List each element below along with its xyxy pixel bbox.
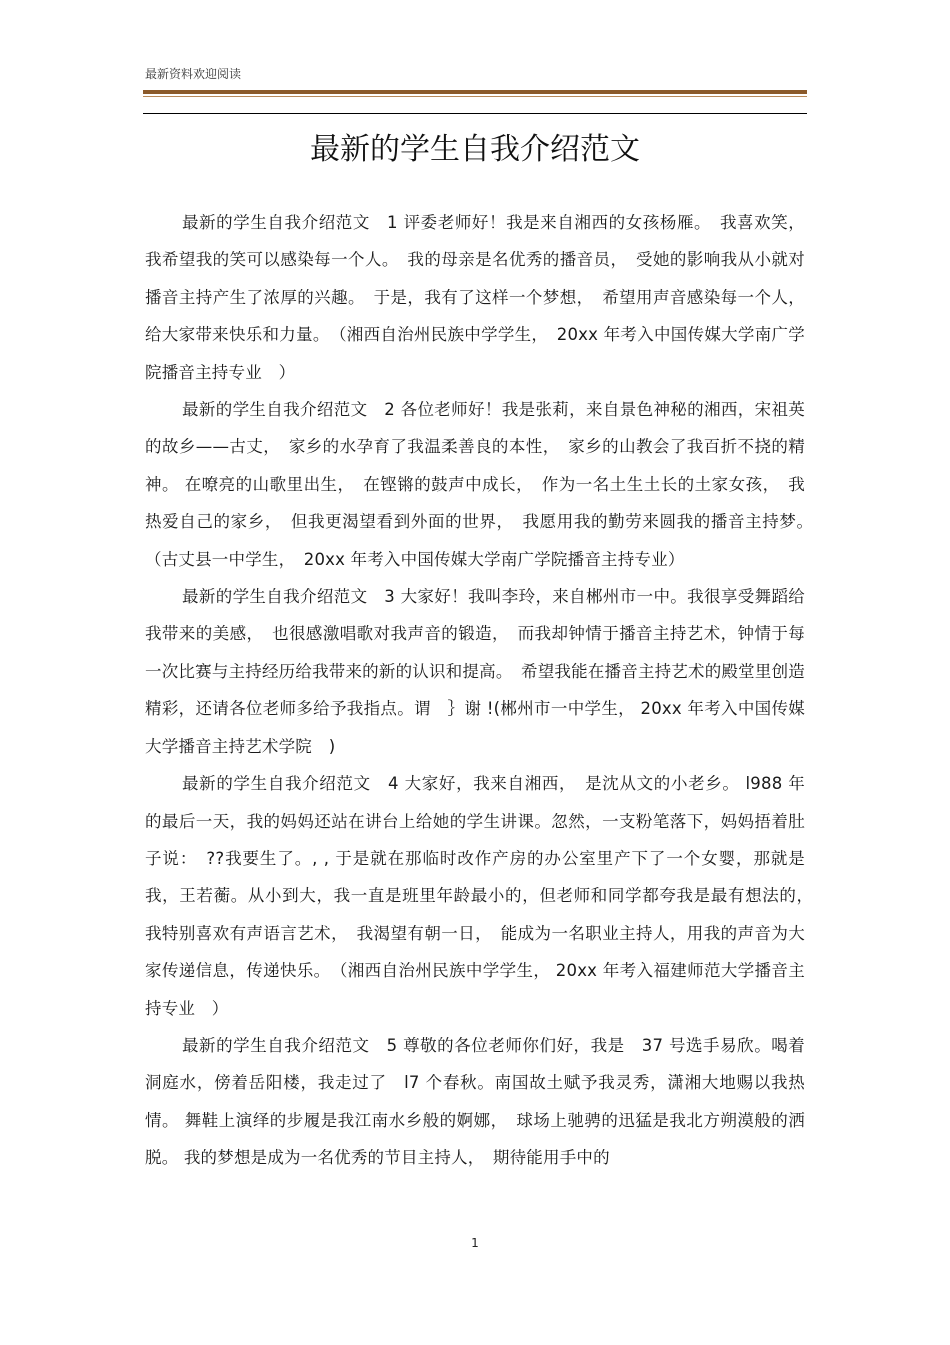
- paragraph-5: 最新的学生自我介绍范文 5 尊敬的各位老师你们好，我是 37 号选手易欣。喝着洞庭水，傍着岳阳楼，我走过了 l7 个春秋。南国故土赋予我灵秀，潇湘大地赐以我热情。 舞鞋上演绎的步履是我江南水乡般的婀娜， 球场上驰骋的迅猛是我北方朔漠般的洒脱。 我的梦想是成为一名优秀的节目主持人， 期待能用手中的: [145, 1035, 805, 1168]
- paragraph-2: 最新的学生自我介绍范文 2 各位老师好！我是张莉，来自景色神秘的湘西，宋祖英的故乡——古丈， 家乡的水孕育了我温柔善良的本性， 家乡的山教会了我百折不挠的精神。 在嘹亮的山歌里出生， 在铿锵的鼓声中成长， 作为一名土生土长的土家女孩， 我热爱自己的家乡， 但我更渴望看到外面的世界， 我愿用我的勤劳来圆我的播音主持梦。 （古丈县一中学生， 20xx 年考入中国传媒大学南广学院播音主持专业）: [145, 400, 822, 569]
- paragraph-4: 最新的学生自我介绍范文 4 大家好，我来自湘西， 是沈从文的小老乡。 l988 年的最后一天，我的妈妈还站在讲台上给她的学生讲课。忽然，一支粉笔落下，妈妈捂着肚子说： ??我要生了。, , 于是就在那临时改作产房的办公室里产下了一个女婴，那就是我，王若蘅。从小到大，我一直是班里年龄最小的，但老师和同学都夸我是最有想法的， 我特别喜欢有声语言艺术， 我渴望有朝一日， 能成为一名职业主持人，用我的声音为大家传递信息，传递快乐。 （湘西自治州民族中学学生， 20xx 年考入福建师范大学播音主持专业 ）: [145, 774, 822, 1018]
- paragraph-3: 最新的学生自我介绍范文 3 大家好！我叫李玲，来自郴州市一中。我很享受舞蹈给我带来的美感， 也很感激唱歌对我声音的锻造， 而我却钟情于播音主持艺术，钟情于每一次比赛与主持经历给我带来的新的认识和提高。 希望我能在播音主持艺术的殿堂里创造精彩，还请各位老师多给予我指点。谓 ｝谢 !(郴州市一中学生， 20xx 年考入中国传媒大学播音主持艺术学院 ): [145, 587, 805, 756]
- running-header: 最新资料欢迎阅读: [145, 67, 242, 81]
- header-divider-thick: [143, 90, 807, 94]
- document-body: [145, 204, 822, 1232]
- document-title: 最新的学生自我介绍范文: [310, 132, 640, 167]
- title-rule: [143, 113, 807, 114]
- paragraph-1: 最新的学生自我介绍范文 1 评委老师好！我是来自湘西的女孩杨雁。 我喜欢笑，我希望我的笑可以感染每一个人。 我的母亲是名优秀的播音员， 受她的影响我从小就对播音主持产生了浓厚的兴趣。 于是，我有了这样一个梦想， 希望用声音感染每一个人，给大家带来快乐和力量。 （湘西自治州民族中学学生， 20xx 年考入中国传媒大学南广学院播音主持专业 ）: [145, 213, 805, 382]
- header-divider-thin: [143, 96, 807, 97]
- page-number: 1: [471, 1236, 479, 1250]
